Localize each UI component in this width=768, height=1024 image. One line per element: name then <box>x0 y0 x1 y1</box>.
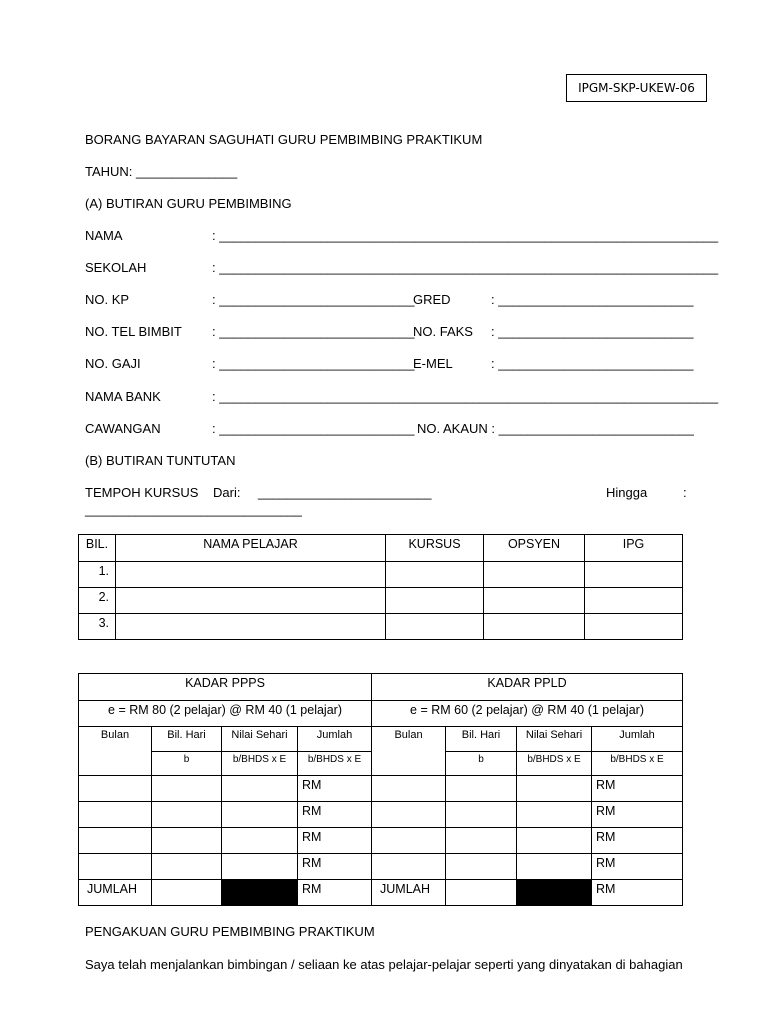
ppps-bilhari-cell[interactable] <box>152 802 222 828</box>
hingga-input-line[interactable]: ______________________________ <box>85 502 302 517</box>
ppps-nilai-cell[interactable] <box>222 828 298 854</box>
total-row <box>79 880 683 906</box>
ppld-rate: e = RM 60 (2 pelajar) @ RM 40 (1 pelajar) <box>372 701 683 727</box>
ppld-total-bilhari-cell[interactable] <box>446 880 517 906</box>
section-b-heading: (B) BUTIRAN TUNTUTAN <box>85 453 236 468</box>
ppps-bulan-cell[interactable] <box>79 854 152 880</box>
ppld-b-sub: b <box>446 752 517 776</box>
ppld-total-rm-cell[interactable]: RM <box>592 880 683 906</box>
ppld-bilhari-cell[interactable] <box>446 828 517 854</box>
ppld-nilai-cell[interactable] <box>517 802 592 828</box>
ppld-rm-cell[interactable]: RM <box>592 776 683 802</box>
ppld-rm-cell[interactable]: RM <box>592 802 683 828</box>
ppld-nilai-sub: b/BHDS x E <box>517 752 592 776</box>
nokp-label: NO. KP <box>85 292 130 307</box>
notel-input-line[interactable]: : ___________________________ <box>212 324 415 339</box>
nogaji-input-line[interactable]: : ___________________________ <box>212 356 415 371</box>
form-code: IPGM-SKP-UKEW-06 <box>578 81 695 95</box>
ppps-total-rm-cell[interactable]: RM <box>298 880 372 906</box>
ppld-bilhari-cell[interactable] <box>446 802 517 828</box>
kursus-cell[interactable] <box>386 614 484 640</box>
ppld-rm-cell[interactable]: RM <box>592 828 683 854</box>
ppld-bulan-cell[interactable] <box>372 828 446 854</box>
ppld-bulan-header: Bulan <box>372 727 446 776</box>
ppld-nilai-cell[interactable] <box>517 854 592 880</box>
ppps-rm-cell[interactable]: RM <box>298 854 372 880</box>
ppps-b-sub: b <box>152 752 222 776</box>
nokp-input-line[interactable]: : ___________________________ <box>212 292 415 307</box>
tahun-field: TAHUN: ______________ <box>85 164 238 179</box>
nofaks-input-line[interactable]: : ___________________________ <box>491 324 694 339</box>
ppld-bilhari-header: Bil. Hari <box>446 727 517 752</box>
sekolah-input-line[interactable]: : _____________________________________________________________________ <box>212 260 719 275</box>
ppld-bilhari-cell[interactable] <box>446 776 517 802</box>
gred-input-line[interactable]: : ___________________________ <box>491 292 694 307</box>
ppld-nilai-header: Nilai Sehari <box>517 727 592 752</box>
tempoh-kursus-label: TEMPOH KURSUS <box>85 485 199 500</box>
emel-input-line[interactable]: : ___________________________ <box>491 356 694 371</box>
header-nama-pelajar: NAMA PELAJAR <box>116 535 386 562</box>
ppps-bulan-header: Bulan <box>79 727 152 776</box>
opsyen-cell[interactable] <box>484 562 585 588</box>
namabank-input-line[interactable]: : _____________________________________________________________________ <box>212 389 719 404</box>
form-title: BORANG BAYARAN SAGUHATI GURU PEMBIMBING PRAKTIKUM <box>85 132 483 147</box>
nama-pelajar-cell[interactable] <box>116 614 386 640</box>
rates-table <box>78 673 683 906</box>
row-number: 2. <box>79 588 116 614</box>
ppps-blocked-cell <box>222 880 298 906</box>
ppld-bulan-cell[interactable] <box>372 854 446 880</box>
header-kursus: KURSUS <box>386 535 484 562</box>
namabank-label: NAMA BANK <box>85 389 161 404</box>
ppld-bulan-cell[interactable] <box>372 776 446 802</box>
students-table <box>78 534 683 640</box>
ipg-cell[interactable] <box>585 562 683 588</box>
opsyen-cell[interactable] <box>484 614 585 640</box>
header-bil: BIL. <box>79 535 116 562</box>
table-row <box>79 776 683 802</box>
ppps-jumlah-header: Jumlah <box>298 727 372 752</box>
table-row <box>79 802 683 828</box>
ppps-nilai-cell[interactable] <box>222 802 298 828</box>
ppps-title: KADAR PPPS <box>79 674 372 701</box>
ppps-nilai-sub: b/BHDS x E <box>222 752 298 776</box>
ppps-jumlah-label: JUMLAH <box>79 880 152 906</box>
ppld-jumlah-label: JUMLAH <box>372 880 446 906</box>
ppps-bilhari-cell[interactable] <box>152 828 222 854</box>
ppld-jumlah-sub: b/BHDS x E <box>592 752 683 776</box>
ipg-cell[interactable] <box>585 614 683 640</box>
ppps-bulan-cell[interactable] <box>79 828 152 854</box>
nama-label: NAMA <box>85 228 123 243</box>
emel-label: E-MEL <box>413 356 453 371</box>
table-row <box>79 588 683 614</box>
ppps-bilhari-header: Bil. Hari <box>152 727 222 752</box>
table-row <box>79 854 683 880</box>
section-a-heading: (A) BUTIRAN GURU PEMBIMBING <box>85 196 292 211</box>
ppld-bulan-cell[interactable] <box>372 802 446 828</box>
ppld-title: KADAR PPLD <box>372 674 683 701</box>
opsyen-cell[interactable] <box>484 588 585 614</box>
nogaji-label: NO. GAJI <box>85 356 141 371</box>
pengakuan-text: Saya telah menjalankan bimbingan / seliaan ke atas pelajar-pelajar seperti yang dinyatakan di bahagian <box>85 957 683 972</box>
kursus-cell[interactable] <box>386 562 484 588</box>
ppld-bilhari-cell[interactable] <box>446 854 517 880</box>
header-opsyen: OPSYEN <box>484 535 585 562</box>
ppld-blocked-cell <box>517 880 592 906</box>
noakaun-field[interactable]: NO. AKAUN : ___________________________ <box>417 421 694 436</box>
ppps-rm-cell[interactable]: RM <box>298 776 372 802</box>
ppld-nilai-cell[interactable] <box>517 828 592 854</box>
ipg-cell[interactable] <box>585 588 683 614</box>
cawangan-label: CAWANGAN <box>85 421 161 436</box>
students-header-row <box>79 535 683 562</box>
ppps-nilai-cell[interactable] <box>222 854 298 880</box>
nama-input-line[interactable]: : _____________________________________________________________________ <box>212 228 719 243</box>
ppps-bilhari-cell[interactable] <box>152 854 222 880</box>
row-number: 3. <box>79 614 116 640</box>
ppld-nilai-cell[interactable] <box>517 776 592 802</box>
kursus-cell[interactable] <box>386 588 484 614</box>
nama-pelajar-cell[interactable] <box>116 588 386 614</box>
form-code-box <box>566 74 707 102</box>
gred-label: GRED <box>413 292 451 307</box>
ppps-bilhari-cell[interactable] <box>152 776 222 802</box>
ppps-rm-cell[interactable]: RM <box>298 802 372 828</box>
sekolah-label: SEKOLAH <box>85 260 147 275</box>
hingga-label: Hingga <box>606 485 648 500</box>
header-ipg: IPG <box>585 535 683 562</box>
cawangan-input-line[interactable]: : ___________________________ <box>212 421 415 436</box>
ppps-nilai-cell[interactable] <box>222 776 298 802</box>
dari-label: Dari: <box>213 485 241 500</box>
ppps-jumlah-sub: b/BHDS x E <box>298 752 372 776</box>
ppps-nilai-header: Nilai Sehari <box>222 727 298 752</box>
ppps-rm-cell[interactable]: RM <box>298 828 372 854</box>
ppps-bulan-cell[interactable] <box>79 802 152 828</box>
notel-label: NO. TEL BIMBIT <box>85 324 182 339</box>
hingga-colon: : <box>683 485 687 500</box>
table-row <box>79 614 683 640</box>
ppps-total-bilhari-cell[interactable] <box>152 880 222 906</box>
dari-input-line[interactable]: ________________________ <box>258 485 432 500</box>
nama-pelajar-cell[interactable] <box>116 562 386 588</box>
ppld-rm-cell[interactable]: RM <box>592 854 683 880</box>
ppps-bulan-cell[interactable] <box>79 776 152 802</box>
ppps-rate: e = RM 80 (2 pelajar) @ RM 40 (1 pelajar) <box>79 701 372 727</box>
nofaks-label: NO. FAKS <box>413 324 473 339</box>
row-number: 1. <box>79 562 116 588</box>
table-row <box>79 828 683 854</box>
table-row <box>79 562 683 588</box>
pengakuan-heading: PENGAKUAN GURU PEMBIMBING PRAKTIKUM <box>85 924 375 939</box>
ppld-jumlah-header: Jumlah <box>592 727 683 752</box>
